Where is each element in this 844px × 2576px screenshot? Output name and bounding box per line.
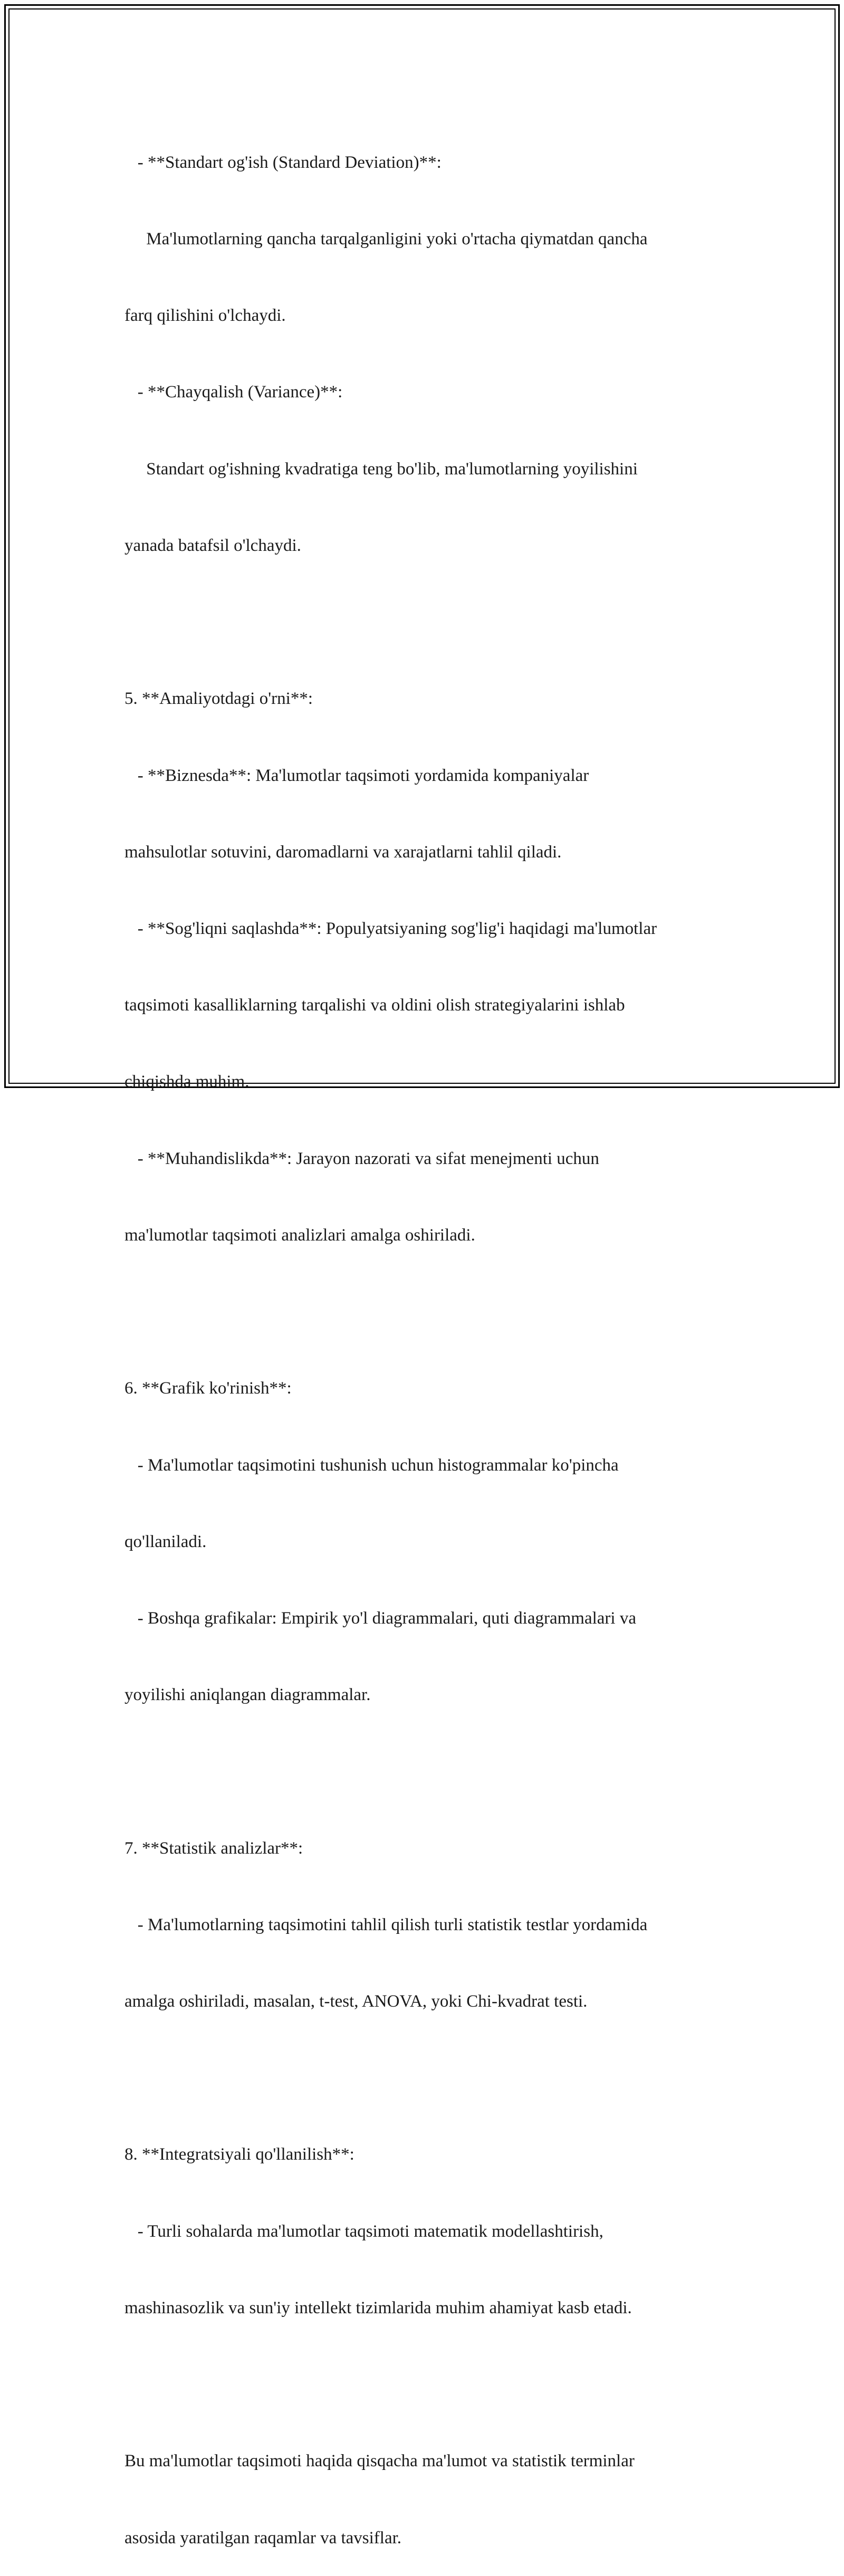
text-line: - **Biznesda**: Ma'lumotlar taqsimoti yordamida kompaniyalar bbox=[124, 766, 589, 785]
text-line: ma'lumotlar taqsimoti analizlari amalga oshiriladi. bbox=[124, 1225, 475, 1245]
text-line: yanada batafsil o'lchaydi. bbox=[124, 536, 301, 555]
section-heading: 8. **Integratsiyali qo'llanilish**: bbox=[124, 2145, 354, 2164]
closing-paragraph-line: asosida yaratilgan raqamlar va tavsiflar. bbox=[124, 2528, 402, 2548]
section-heading: 6. **Grafik ko'rinish**: bbox=[124, 1379, 292, 1398]
blank-line bbox=[124, 1759, 736, 1784]
text-line: - **Muhandislikda**: Jarayon nazorati va sifat menejmenti uchun bbox=[124, 1149, 599, 1168]
text-line: chiqishda muhim. bbox=[124, 1072, 250, 1092]
text-line: - **Standart og'ish (Standard Deviation)**: bbox=[124, 152, 442, 172]
text-line: Ma'lumotlarning qancha tarqalganligini yoki o'rtacha qiymatdan qancha bbox=[124, 230, 648, 249]
blank-line bbox=[124, 2372, 736, 2397]
blank-line bbox=[124, 1299, 736, 1324]
closing-paragraph-line: Bu ma'lumotlar taqsimoti haqida qisqacha ma'lumot va statistik terminlar bbox=[124, 2451, 635, 2471]
text-line: yoyilishi aniqlangan diagrammalar. bbox=[124, 1685, 371, 1705]
text-line: amalga oshiriladi, masalan, t-test, ANOVA, yoki Chi-kvadrat testi. bbox=[124, 1992, 588, 2011]
text-line: - Boshqa grafikalar: Empirik yo'l diagrammalari, quti diagrammalari va bbox=[124, 1608, 636, 1628]
text-line: - Turli sohalarda ma'lumotlar taqsimoti matematik modellashtirish, bbox=[124, 2221, 603, 2241]
text-line: Standart og'ishning kvadratiga teng bo'lib, ma'lumotlarning yoyilishini bbox=[124, 459, 638, 479]
blank-line bbox=[124, 609, 736, 635]
blank-line bbox=[124, 2065, 736, 2091]
text-line: - Ma'lumotlar taqsimotini tushunish uchun histogrammalar ko'pincha bbox=[124, 1455, 619, 1475]
text-line: - **Sog'liqni saqlashda**: Populyatsiyaning sog'lig'i haqidagi ma'lumotlar bbox=[124, 919, 657, 938]
text-line: mashinasozlik va sun'iy intellekt tizimlarida muhim ahamiyat kasb etadi. bbox=[124, 2298, 632, 2317]
text-line: mahsulotlar sotuvini, daromadlarni va xarajatlarni tahlil qiladi. bbox=[124, 842, 562, 862]
section-heading: 7. **Statistik analizlar**: bbox=[124, 1838, 303, 1858]
document-text bbox=[124, 99, 736, 2576]
section-heading: 5. **Amaliyotdagi o'rni**: bbox=[124, 689, 313, 709]
text-line: taqsimoti kasalliklarning tarqalishi va oldini olish strategiyalarini ishlab bbox=[124, 996, 625, 1015]
text-line: - **Chayqalish (Variance)**: bbox=[124, 383, 343, 402]
text-line: farq qilishini o'lchaydi. bbox=[124, 306, 286, 326]
text-line: - Ma'lumotlarning taqsimotini tahlil qilish turli statistik testlar yordamida bbox=[124, 1915, 648, 1934]
text-line: qo'llaniladi. bbox=[124, 1532, 207, 1551]
